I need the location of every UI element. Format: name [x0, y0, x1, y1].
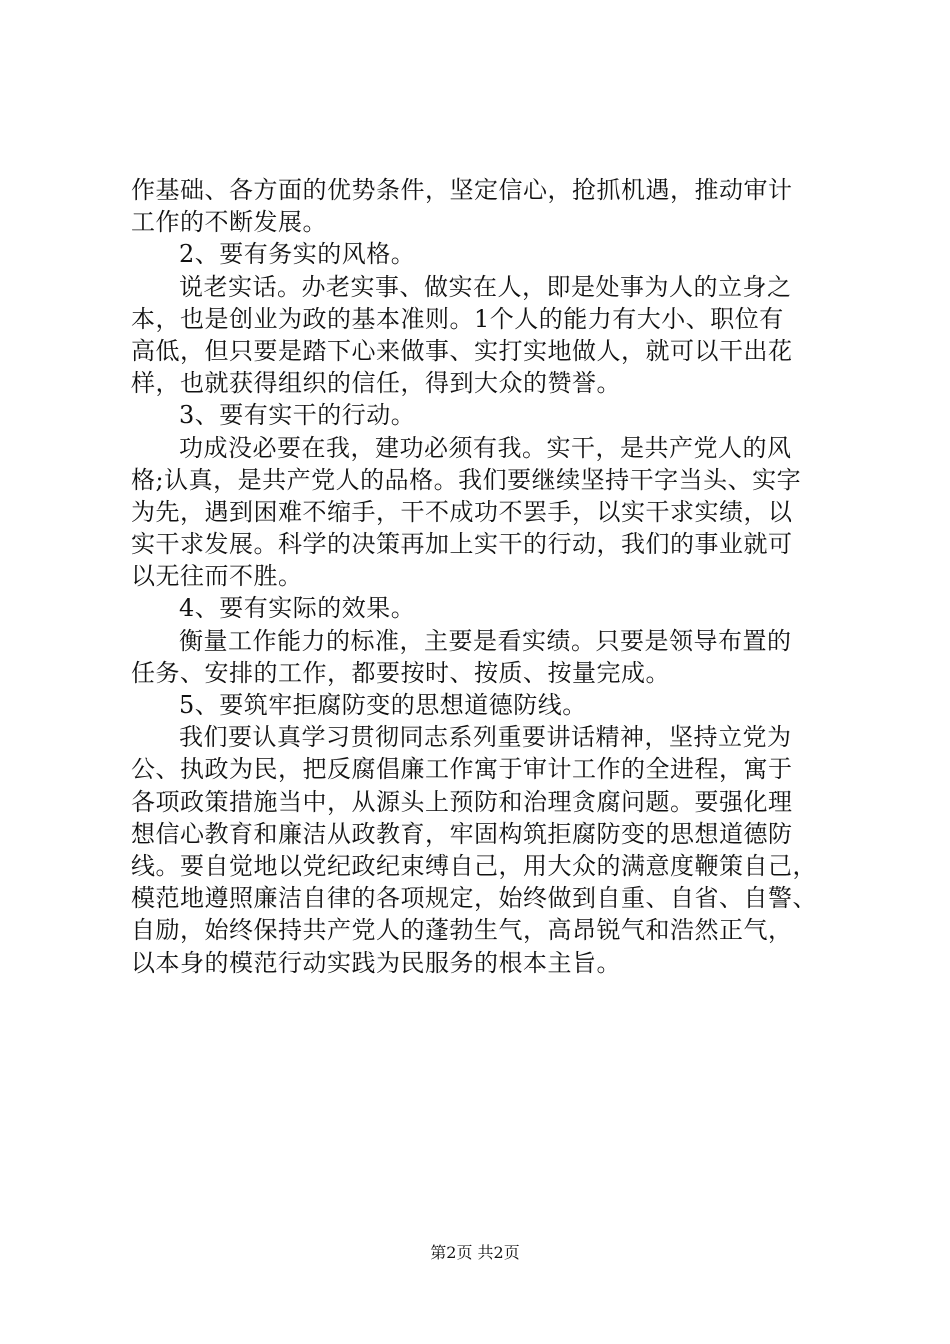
text-line: 说老实话。办老实事、做实在人，即是处事为人的立身之	[179, 272, 792, 301]
text-line: 各项政策措施当中，从源头上预防和治理贪腐问题。要强化理	[131, 787, 793, 816]
text-line: 为先，遇到困难不缩手，干不成功不罢手，以实干求实绩，以	[131, 497, 793, 526]
section-heading: 3、要有实干的行动。	[179, 401, 416, 430]
section-heading: 2、要有务实的风格。	[179, 240, 416, 269]
text-line: 功成没必要在我，建功必须有我。实干，是共产党人的风	[179, 433, 792, 462]
page-number-footer: 第2页 共2页	[430, 1243, 520, 1262]
text-line: 公、执政为民，把反腐倡廉工作寓于审计工作的全进程，寓于	[131, 755, 793, 784]
text-line: 本，也是创业为政的基本准则。1个人的能力有大小、职位有	[131, 304, 784, 333]
text-line: 衡量工作能力的标准，主要是看实绩。只要是领导布置的	[179, 626, 792, 655]
text-line: 任务、安排的工作，都要按时、按质、按量完成。	[131, 658, 670, 687]
text-line: 线。要自觉地以党纪政纪束缚自己，用大众的满意度鞭策自己，	[131, 851, 817, 880]
section-heading: 5、要筑牢拒腐防变的思想道德防线。	[179, 691, 587, 719]
text-line: 以本身的模范行动实践为民服务的根本主旨。	[131, 948, 621, 977]
text-line: 想信心教育和廉洁从政教育，牢固构筑拒腐防变的思想道德防	[131, 819, 793, 848]
text-line: 样，也就获得组织的信任，得到大众的赞誉。	[131, 369, 621, 398]
text-line: 以无往而不胜。	[131, 562, 303, 591]
text-line: 工作的不断发展。	[131, 208, 327, 237]
text-line: 格;认真，是共产党人的品格。我们要继续坚持干字当头、实字	[131, 465, 802, 494]
text-line: 高低，但只要是踏下心来做事、实打实地做人，就可以干出花	[131, 336, 793, 365]
document-body	[131, 174, 831, 979]
text-line: 自励，始终保持共产党人的蓬勃生气，高昂锐气和浩然正气，	[131, 916, 793, 945]
text-line: 我们要认真学习贯彻同志系列重要讲话精神，坚持立党为	[179, 723, 792, 752]
section-heading: 4、要有实际的效果。	[179, 594, 416, 623]
text-line: 模范地遵照廉洁自律的各项规定，始终做到自重、自省、自警、	[131, 884, 817, 913]
text-line: 作基础、各方面的优势条件，坚定信心，抢抓机遇，推动审计	[131, 176, 793, 204]
text-line: 实干求发展。科学的决策再加上实干的行动，我们的事业就可	[131, 530, 793, 559]
